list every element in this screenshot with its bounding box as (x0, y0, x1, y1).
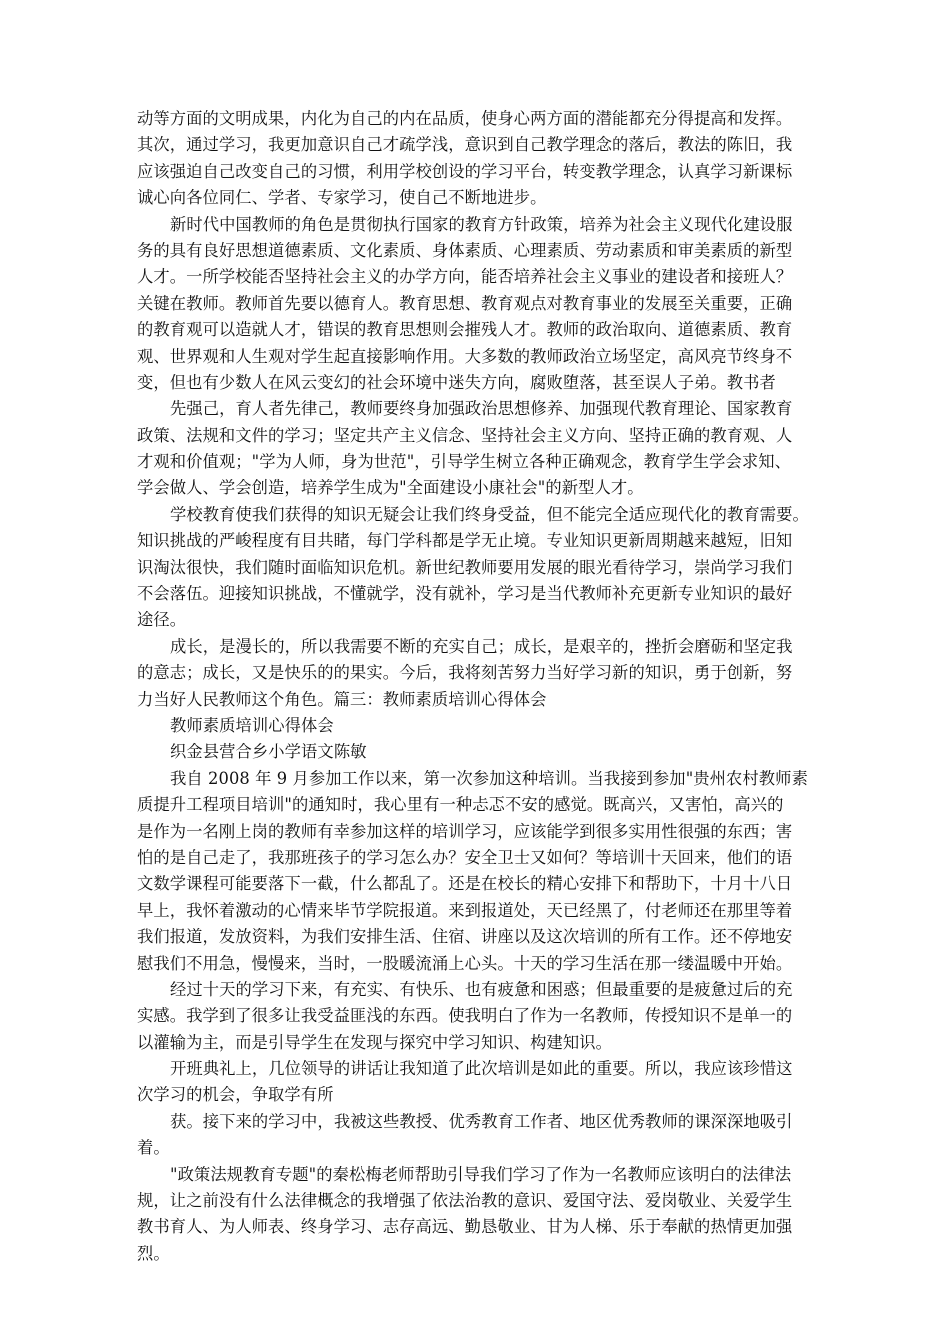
text-line: 学校教育使我们获得的知识无疑会让我们终身受益，但不能完全适应现代化的教育需要。 (170, 504, 809, 524)
text-line: 不会落伍。迎接知识挑战，不懂就学，没有就补，学习是当代教师补充更新专业知识的最好 (137, 584, 793, 604)
text-line: 动等方面的文明成果，内化为自己的内在品质，使身心两方面的潜能都充分得提高和发挥。 (137, 109, 793, 128)
text-line: 观、世界观和人生观对学生起直接影响作用。大多数的教师政治立场坚定，高风亮节终身不 (137, 346, 793, 366)
text-line: 应该强迫自己改变自己的习惯，利用学校创设的学习平台，转变教学理念，认真学习新课标 (137, 161, 793, 181)
text-line: 烈。 (137, 1243, 170, 1263)
text-line: 新时代中国教师的角色是贯彻执行国家的教育方针政策，培养为社会主义现代化建设服 (170, 214, 793, 234)
text-line: 以灌输为主，而是引导学生在发现与探究中学习知识、构建知识。 (137, 1032, 613, 1052)
text-line: 其次，通过学习，我更加意识自己才疏学浅，意识到自己教学理念的落后，教法的陈旧，我 (137, 135, 793, 155)
text-line: 成长，是漫长的，所以我需要不断的充实自己；成长，是艰辛的，挫折会磨砺和坚定我 (170, 636, 793, 656)
text-line: 务的具有良好思想道德素质、文化素质、身体素质、心理素质、劳动素质和审美素质的新型 (137, 240, 793, 260)
text-line: 力当好人民教师这个角色。篇三：教师素质培训心得体会 (137, 689, 547, 709)
text-line: 学会做人、学会创造，培养学生成为"全面建设小康社会"的新型人才。 (137, 478, 644, 498)
text-line: 教书育人、为人师表、终身学习、志存高远、勤恳敬业、甘为人梯、乐于奉献的热情更加强 (137, 1217, 793, 1237)
text-line: 早上，我怀着激动的心情来毕节学院报道。来到报道处，天已经黑了，付老师还在那里等着 (137, 900, 793, 920)
text-line: 开班典礼上，几位领导的讲话让我知道了此次培训是如此的重要。所以，我应该珍惜这 (170, 1059, 793, 1079)
text-line: 获。接下来的学习中，我被这些教授、优秀教育工作者、地区优秀教师的课深深地吸引 (170, 1111, 793, 1131)
text-line: 慰我们不用急，慢慢来，当时，一股暖流涌上心头。十天的学习生活在那一缕温暖中开始。 (137, 953, 793, 973)
text-line: 规，让之前没有什么法律概念的我增强了依法治教的意识、爱国守法、爱岗敬业、关爱学生 (137, 1191, 793, 1211)
text-line: 我自 2008 年 9 月参加工作以来，第一次参加这种培训。当我接到参加"贵州农村教师素 (170, 768, 808, 788)
text-line: 变，但也有少数人在风云变幻的社会环境中迷失方向，腐败堕落，甚至误人子弟。教书者 (137, 372, 776, 392)
text-line: 人才。一所学校能否坚持社会主义的办学方向，能否培养社会主义事业的建设者和接班人？ (137, 267, 793, 287)
text-line: 次学习的机会，争取学有所 (137, 1085, 334, 1105)
text-line: 实感。我学到了很多让我受益匪浅的东西。使我明白了作为一名教师，传授知识不是单一的 (137, 1006, 793, 1026)
text-line: 先强己，育人者先律己，教师要终身加强政治思想修养、加强现代教育理论、国家教育 (170, 399, 793, 419)
document-body (137, 106, 827, 1267)
text-line: 才观和价值观；"学为人师，身为世范"，引导学生树立各种正确观念，教育学生学会求知、 (137, 452, 792, 472)
text-line: 着。 (137, 1138, 170, 1158)
text-line: 文数学课程可能要落下一截，什么都乱了。还是在校长的精心安排下和帮助下，十月十八日 (137, 874, 793, 894)
text-line: 知识挑战的严峻程度有目共睹，每门学科都是学无止境。专业知识更新周期越来越短，旧知 (137, 531, 793, 551)
text-line: 诚心向各位同仁、学者、专家学习，使自己不断地进步。 (137, 188, 547, 208)
text-line: 织金县营合乡小学语文陈敏 (170, 742, 367, 762)
text-line: 的意志；成长，又是快乐的的果实。今后，我将刻苦努力当好学习新的知识，勇于创新，努 (137, 663, 793, 683)
text-line: "政策法规教育专题"的秦松梅老师帮助引导我们学习了作为一名教师应该明白的法律法 (170, 1164, 792, 1184)
text-line: 途径。 (137, 610, 187, 630)
text-line: 是作为一名刚上岗的教师有幸参加这样的培训学习，应该能学到很多实用性很强的东西；害 (137, 821, 793, 841)
text-line: 政策、法规和文件的学习；坚定共产主义信念、坚持社会主义方向、坚持正确的教育观、人 (137, 425, 793, 445)
text-line: 怕的是自己走了，我那班孩子的学习怎么办？安全卫士又如何？等培训十天回来，他们的语 (137, 847, 793, 867)
text-line: 我们报道，发放资料，为我们安排生活、住宿、讲座以及这次培训的所有工作。还不停地安 (137, 927, 793, 947)
text-line: 教师素质培训心得体会 (170, 715, 334, 735)
text-line: 关键在教师。教师首先要以德育人。教育思想、教育观点对教育事业的发展至关重要，正确 (137, 293, 793, 313)
text-line: 的教育观可以造就人才，错误的教育思想则会摧残人才。教师的政治取向、道德素质、教育 (137, 320, 793, 340)
text-line: 识淘汰很快，我们随时面临知识危机。新世纪教师要用发展的眼光看待学习，崇尚学习我们 (137, 557, 793, 577)
text-line: 经过十天的学习下来，有充实、有快乐、也有疲惫和困惑；但最重要的是疲惫过后的充 (170, 979, 793, 999)
text-line: 质提升工程项目培训"的通知时，我心里有一种忐忑不安的感觉。既高兴，又害怕，高兴的 (137, 795, 784, 815)
